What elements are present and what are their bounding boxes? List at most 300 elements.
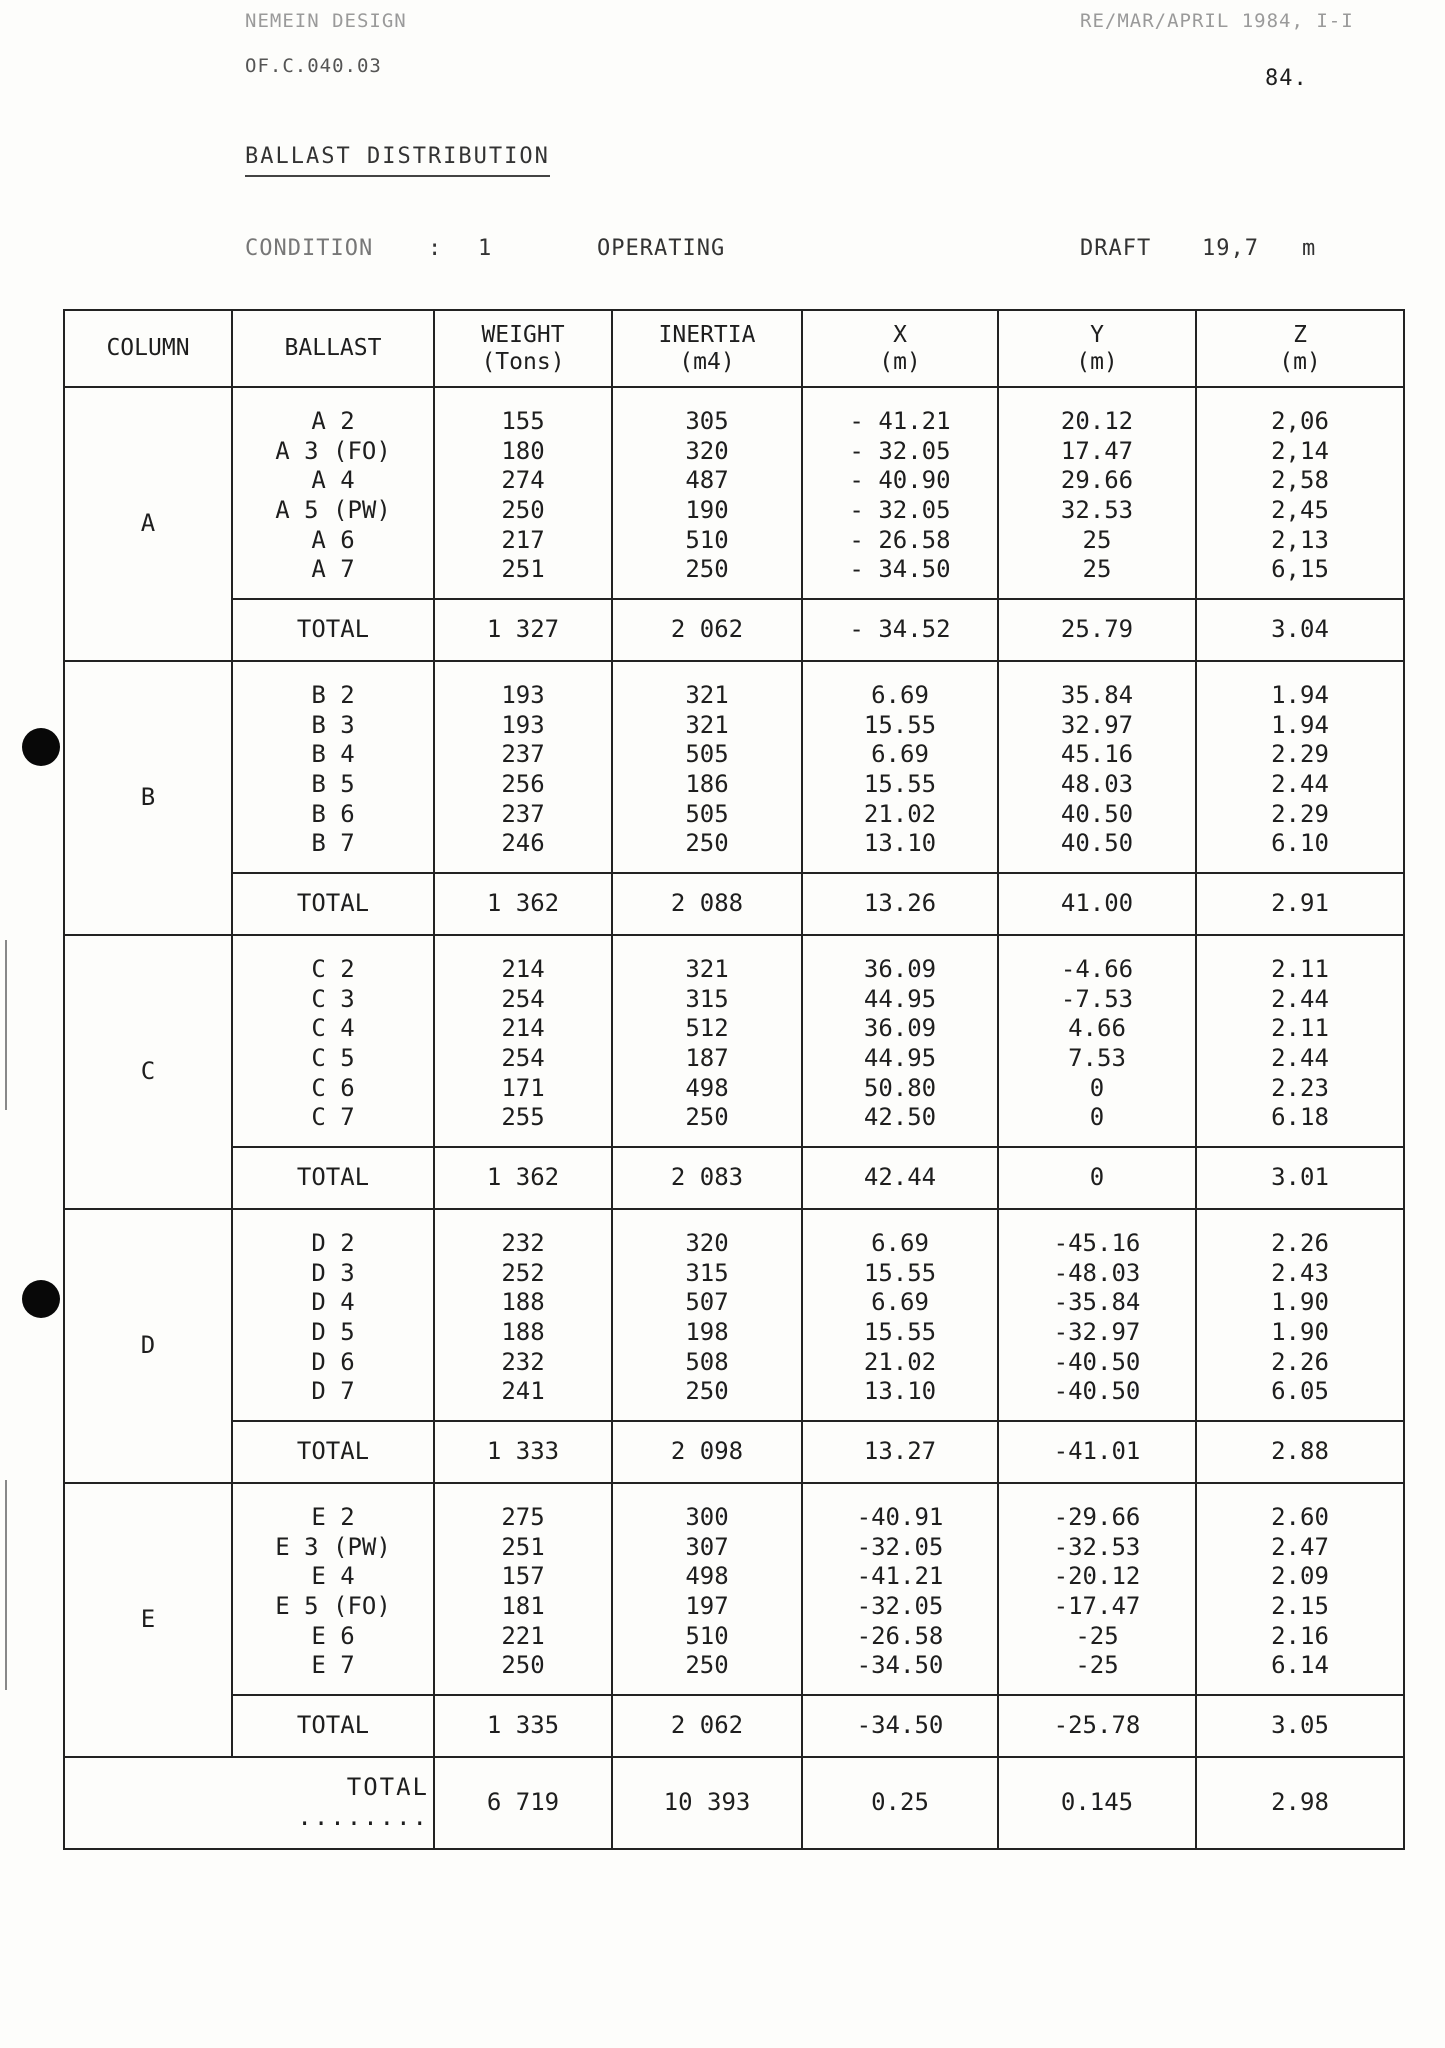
cell-line: 321 — [685, 955, 729, 984]
column-id-cell: A — [64, 387, 232, 661]
cell-line: C 5 — [311, 1044, 355, 1072]
cell-line: -26.58 — [856, 1621, 944, 1650]
ballast-values-cell — [232, 1209, 434, 1421]
column-header-column — [64, 310, 232, 387]
inertia-values-cell — [612, 661, 802, 873]
cell-line: 305 — [685, 407, 729, 436]
cell-line: - 40.90 — [849, 466, 951, 495]
cell-line: 15.55 — [863, 710, 937, 739]
column-header-inertia — [612, 310, 802, 387]
cell-line: 507 — [685, 1288, 729, 1317]
subtotal-label-cell: TOTAL — [232, 1421, 434, 1483]
cell-line: 1.94 — [1271, 710, 1329, 739]
grand-total-label: TOTAL ........ — [232, 1757, 434, 1849]
z-values-cell — [1196, 661, 1404, 873]
scan-edge-mark — [5, 1480, 7, 1690]
cell-line: INERTIA — [658, 321, 756, 348]
document-number: OF.C.040.03 — [245, 55, 382, 77]
subtotal-inertia-cell: 2 088 — [612, 873, 802, 935]
header-row — [64, 310, 1404, 387]
cell-line: 6.69 — [871, 1229, 929, 1258]
cell-line: -32.05 — [856, 1532, 944, 1561]
column-header-z — [1196, 310, 1404, 387]
subtotal-y-cell: -25.78 — [998, 1695, 1196, 1757]
cell-line: 35.84 — [1060, 681, 1134, 710]
cell-line: - 34.50 — [849, 555, 951, 584]
cell-line: -25 — [1075, 1651, 1119, 1680]
cell-line: C 6 — [311, 1073, 355, 1102]
inertia-values-cell — [612, 387, 802, 599]
ballast-values-cell — [232, 935, 434, 1147]
subtotal-inertia-cell: 2 098 — [612, 1421, 802, 1483]
cell-line: 40.50 — [1060, 799, 1134, 828]
ballast-distribution-table — [63, 309, 1405, 1850]
cell-line: 232 — [501, 1229, 545, 1258]
inertia-values-cell — [612, 1483, 802, 1695]
cell-line: 214 — [501, 955, 545, 984]
punch-hole — [22, 728, 60, 766]
subtotal-weight-cell: 1 327 — [434, 599, 612, 661]
grand-total-weight-cell: 6 719 — [434, 1757, 612, 1849]
cell-line: 252 — [501, 1258, 545, 1287]
cell-line: -40.50 — [1053, 1377, 1141, 1406]
grand-total-spacer — [64, 1757, 232, 1849]
ballast-values-cell — [232, 661, 434, 873]
page-title: BALLAST DISTRIBUTION — [245, 144, 550, 177]
cell-line: (Tons) — [481, 348, 565, 375]
z-values-cell — [1196, 935, 1404, 1147]
weight-values-cell — [434, 387, 612, 599]
x-values-cell — [802, 387, 998, 599]
document-date: RE/MAR/APRIL 1984, I-I — [1080, 10, 1354, 32]
subtotal-weight-cell: 1 333 — [434, 1421, 612, 1483]
cell-line: A 2 — [311, 407, 355, 436]
subtotal-label-cell: TOTAL — [232, 599, 434, 661]
z-values-cell — [1196, 1209, 1404, 1421]
cell-line: 214 — [501, 1014, 545, 1043]
cell-line: 250 — [685, 829, 729, 858]
cell-line: 15.55 — [863, 1258, 937, 1287]
weight-values-cell — [434, 935, 612, 1147]
cell-line: 275 — [501, 1503, 545, 1532]
subtotal-y-cell: 25.79 — [998, 599, 1196, 661]
cell-line: 6.69 — [871, 1288, 929, 1317]
cell-line: 254 — [501, 984, 545, 1013]
cell-line: (m) — [879, 348, 921, 375]
cell-line: B 2 — [311, 681, 355, 710]
cell-line: D 2 — [311, 1229, 355, 1258]
cell-line: 15.55 — [863, 770, 937, 798]
draft-label: DRAFT — [1080, 236, 1152, 261]
cell-line: E 5 (FO) — [275, 1592, 391, 1620]
cell-line: 0 — [1089, 1103, 1105, 1132]
cell-line: -45.16 — [1053, 1229, 1141, 1258]
cell-line: D 6 — [311, 1347, 355, 1376]
column-group-row — [64, 661, 1404, 873]
weight-values-cell — [434, 661, 612, 873]
cell-line: 157 — [501, 1562, 545, 1591]
cell-line: 505 — [685, 740, 729, 769]
condition-label: CONDITION — [245, 236, 374, 261]
cell-line: -29.66 — [1053, 1503, 1141, 1532]
cell-line: 1.94 — [1271, 681, 1329, 710]
cell-line: 320 — [685, 1229, 729, 1258]
cell-line: 487 — [685, 466, 729, 495]
cell-line: 36.09 — [863, 955, 937, 984]
subtotal-x-cell: 42.44 — [802, 1147, 998, 1209]
cell-line: WEIGHT — [481, 321, 565, 348]
cell-line: 221 — [501, 1621, 545, 1650]
cell-line: 188 — [501, 1288, 545, 1317]
cell-line: 250 — [685, 555, 729, 584]
cell-line: A 4 — [311, 466, 355, 495]
cell-line: 6.69 — [871, 681, 929, 710]
cell-line: -32.97 — [1053, 1318, 1141, 1346]
z-values-cell — [1196, 387, 1404, 599]
subtotal-x-cell: -34.50 — [802, 1695, 998, 1757]
cell-line: -25 — [1075, 1621, 1119, 1650]
cell-line: 17.47 — [1060, 436, 1134, 465]
cell-line: - 26.58 — [849, 525, 951, 554]
cell-line: (m4) — [679, 348, 735, 375]
cell-line: D 7 — [311, 1377, 355, 1406]
cell-line: 181 — [501, 1592, 545, 1620]
weight-values-cell — [434, 1209, 612, 1421]
cell-line: 6.14 — [1271, 1651, 1329, 1680]
cell-line: -35.84 — [1053, 1288, 1141, 1317]
cell-line: 320 — [685, 436, 729, 465]
column-header-y — [998, 310, 1196, 387]
cell-line: 25 — [1082, 555, 1112, 584]
column-header-weight — [434, 310, 612, 387]
cell-line: -7.53 — [1060, 984, 1134, 1013]
cell-line: A 3 (FO) — [275, 436, 391, 465]
cell-line: E 2 — [311, 1503, 355, 1532]
cell-line: 21.02 — [863, 1347, 937, 1376]
cell-line: A 6 — [311, 525, 355, 554]
cell-line: 254 — [501, 1044, 545, 1072]
cell-line: D 5 — [311, 1318, 355, 1346]
cell-line: 2,45 — [1271, 496, 1329, 524]
cell-line: 193 — [501, 710, 545, 739]
cell-line: C 3 — [311, 984, 355, 1013]
cell-line: -32.05 — [856, 1592, 944, 1620]
column-header-x — [802, 310, 998, 387]
cell-line: 315 — [685, 1258, 729, 1287]
cell-line: (m) — [1279, 348, 1321, 375]
cell-line: 171 — [501, 1073, 545, 1102]
document-reference: NEMEIN DESIGN — [245, 10, 407, 32]
cell-line: 1.90 — [1271, 1288, 1329, 1317]
draft-value: 19,7 — [1202, 236, 1259, 261]
cell-line: 32.97 — [1060, 710, 1134, 739]
cell-line: 321 — [685, 710, 729, 739]
scan-edge-mark — [5, 940, 7, 1110]
cell-line: C 4 — [311, 1014, 355, 1043]
grand-total-z-cell: 2.98 — [1196, 1757, 1404, 1849]
cell-line: 510 — [685, 525, 729, 554]
subtotal-row — [64, 599, 1404, 661]
cell-line: 250 — [685, 1651, 729, 1680]
subtotal-inertia-cell: 2 062 — [612, 1695, 802, 1757]
cell-line: -34.50 — [856, 1651, 944, 1680]
cell-line: 45.16 — [1060, 740, 1134, 769]
cell-line: 2.43 — [1271, 1258, 1329, 1287]
y-values-cell — [998, 661, 1196, 873]
cell-line: 193 — [501, 681, 545, 710]
subtotal-label-cell: TOTAL — [232, 873, 434, 935]
x-values-cell — [802, 1483, 998, 1695]
cell-line: 155 — [501, 407, 545, 436]
cell-line: 29.66 — [1060, 466, 1134, 495]
cell-line: 13.10 — [863, 829, 937, 858]
subtotal-label-cell: TOTAL — [232, 1147, 434, 1209]
cell-line: 2.60 — [1271, 1503, 1329, 1532]
cell-line: B 6 — [311, 799, 355, 828]
cell-line: 180 — [501, 436, 545, 465]
y-values-cell — [998, 1209, 1196, 1421]
subtotal-z-cell: 3.05 — [1196, 1695, 1404, 1757]
cell-line: 232 — [501, 1347, 545, 1376]
subtotal-z-cell: 3.04 — [1196, 599, 1404, 661]
subtotal-inertia-cell: 2 083 — [612, 1147, 802, 1209]
cell-line: - 32.05 — [849, 496, 951, 524]
cell-line: 2,13 — [1271, 525, 1329, 554]
subtotal-weight-cell: 1 362 — [434, 873, 612, 935]
column-header-ballast — [232, 310, 434, 387]
cell-line: 251 — [501, 555, 545, 584]
weight-values-cell — [434, 1483, 612, 1695]
cell-line: 6.69 — [871, 740, 929, 769]
y-values-cell — [998, 935, 1196, 1147]
cell-line: 274 — [501, 466, 545, 495]
cell-line: 48.03 — [1060, 770, 1134, 798]
y-values-cell — [998, 1483, 1196, 1695]
punch-hole — [22, 1280, 60, 1318]
cell-line: 508 — [685, 1347, 729, 1376]
subtotal-row — [64, 1695, 1404, 1757]
cell-line: X — [893, 321, 907, 348]
cell-line: 197 — [685, 1592, 729, 1620]
cell-line: 188 — [501, 1318, 545, 1346]
cell-line: - 41.21 — [849, 407, 951, 436]
cell-line: 498 — [685, 1562, 729, 1591]
cell-line: -41.21 — [856, 1562, 944, 1591]
cell-line: -17.47 — [1053, 1592, 1141, 1620]
cell-line: 2.26 — [1271, 1229, 1329, 1258]
cell-line: 198 — [685, 1318, 729, 1346]
cell-line: 40.50 — [1060, 829, 1134, 858]
cell-line: 190 — [685, 496, 729, 524]
cell-line: 2,58 — [1271, 466, 1329, 495]
cell-line: B 4 — [311, 740, 355, 769]
subtotal-z-cell: 2.88 — [1196, 1421, 1404, 1483]
cell-line: 250 — [501, 496, 545, 524]
cell-line: E 4 — [311, 1562, 355, 1591]
condition-colon: : — [428, 236, 443, 261]
cell-line: 6,15 — [1271, 555, 1329, 584]
cell-line: 2.26 — [1271, 1347, 1329, 1376]
cell-line: 251 — [501, 1532, 545, 1561]
cell-line: 2.16 — [1271, 1621, 1329, 1650]
cell-line: E 7 — [311, 1651, 355, 1680]
cell-line: 255 — [501, 1103, 545, 1132]
cell-line: B 3 — [311, 710, 355, 739]
cell-line: 4.66 — [1068, 1014, 1126, 1043]
cell-line: 2.44 — [1271, 984, 1329, 1013]
condition-value: 1 — [478, 236, 493, 261]
column-group-row — [64, 935, 1404, 1147]
cell-line: -48.03 — [1053, 1258, 1141, 1287]
cell-line: 237 — [501, 740, 545, 769]
subtotal-row — [64, 1147, 1404, 1209]
y-values-cell — [998, 387, 1196, 599]
cell-line: 2.09 — [1271, 1562, 1329, 1591]
subtotal-weight-cell: 1 362 — [434, 1147, 612, 1209]
x-values-cell — [802, 1209, 998, 1421]
ballast-values-cell — [232, 1483, 434, 1695]
cell-line: 6.05 — [1271, 1377, 1329, 1406]
grand-total-row — [64, 1757, 1404, 1849]
column-group-row — [64, 1209, 1404, 1421]
cell-line: D 4 — [311, 1288, 355, 1317]
cell-line: 2.29 — [1271, 740, 1329, 769]
cell-line: 217 — [501, 525, 545, 554]
cell-line: B 5 — [311, 770, 355, 798]
cell-line: 44.95 — [863, 984, 937, 1013]
subtotal-inertia-cell: 2 062 — [612, 599, 802, 661]
subtotal-x-cell: - 34.52 — [802, 599, 998, 661]
subtotal-label-cell: TOTAL — [232, 1695, 434, 1757]
cell-line: E 3 (PW) — [275, 1532, 391, 1561]
cell-line: 186 — [685, 770, 729, 798]
x-values-cell — [802, 661, 998, 873]
cell-line: A 7 — [311, 555, 355, 584]
cell-line: A 5 (PW) — [275, 496, 391, 524]
cell-line: 21.02 — [863, 799, 937, 828]
inertia-values-cell — [612, 1209, 802, 1421]
cell-line: -20.12 — [1053, 1562, 1141, 1591]
cell-line: BALLAST — [284, 335, 382, 361]
subtotal-z-cell: 2.91 — [1196, 873, 1404, 935]
x-values-cell — [802, 935, 998, 1147]
cell-line: 512 — [685, 1014, 729, 1043]
cell-line: - 32.05 — [849, 436, 951, 465]
subtotal-row — [64, 873, 1404, 935]
cell-line: 6.10 — [1271, 829, 1329, 858]
z-values-cell — [1196, 1483, 1404, 1695]
column-id-cell: E — [64, 1483, 232, 1757]
cell-line: 505 — [685, 799, 729, 828]
cell-line: 20.12 — [1060, 407, 1134, 436]
cell-line: C 7 — [311, 1103, 355, 1132]
cell-line: 256 — [501, 770, 545, 798]
cell-line: 36.09 — [863, 1014, 937, 1043]
cell-line: -32.53 — [1053, 1532, 1141, 1561]
cell-line: 32.53 — [1060, 496, 1134, 524]
cell-line: Y — [1090, 321, 1104, 348]
cell-line: Z — [1293, 321, 1307, 348]
draft-unit: m — [1302, 236, 1317, 261]
cell-line: C 2 — [311, 955, 355, 984]
cell-line: 237 — [501, 799, 545, 828]
cell-line: -40.91 — [856, 1503, 944, 1532]
cell-line: -4.66 — [1060, 955, 1134, 984]
cell-line: 7.53 — [1068, 1044, 1126, 1072]
page-number: 84. — [1265, 66, 1308, 91]
cell-line: 321 — [685, 681, 729, 710]
cell-line: 2.23 — [1271, 1073, 1329, 1102]
subtotal-y-cell: -41.01 — [998, 1421, 1196, 1483]
grand-total-inertia-cell: 10 393 — [612, 1757, 802, 1849]
cell-line: 2.44 — [1271, 770, 1329, 798]
subtotal-weight-cell: 1 335 — [434, 1695, 612, 1757]
cell-line: 2.11 — [1271, 1014, 1329, 1043]
grand-total-x-cell: 0.25 — [802, 1757, 998, 1849]
cell-line: (m) — [1076, 348, 1118, 375]
grand-total-y-cell: 0.145 — [998, 1757, 1196, 1849]
cell-line: 307 — [685, 1532, 729, 1561]
cell-line: 2,14 — [1271, 436, 1329, 465]
cell-line: 2.44 — [1271, 1044, 1329, 1072]
cell-line: 250 — [685, 1377, 729, 1406]
cell-line: 2.47 — [1271, 1532, 1329, 1561]
cell-line: 50.80 — [863, 1073, 937, 1102]
cell-line: 2.11 — [1271, 955, 1329, 984]
cell-line: 510 — [685, 1621, 729, 1650]
cell-line: 187 — [685, 1044, 729, 1072]
subtotal-row — [64, 1421, 1404, 1483]
cell-line: 2.29 — [1271, 799, 1329, 828]
cell-line: 44.95 — [863, 1044, 937, 1072]
subtotal-y-cell: 0 — [998, 1147, 1196, 1209]
subtotal-z-cell: 3.01 — [1196, 1147, 1404, 1209]
subtotal-y-cell: 41.00 — [998, 873, 1196, 935]
cell-line: 1.90 — [1271, 1318, 1329, 1346]
subtotal-x-cell: 13.26 — [802, 873, 998, 935]
cell-line: 300 — [685, 1503, 729, 1532]
cell-line: 246 — [501, 829, 545, 858]
cell-line: 250 — [685, 1103, 729, 1132]
cell-line: B 7 — [311, 829, 355, 858]
cell-line: D 3 — [311, 1258, 355, 1287]
cell-line: 315 — [685, 984, 729, 1013]
column-group-row — [64, 1483, 1404, 1695]
subtotal-x-cell: 13.27 — [802, 1421, 998, 1483]
cell-line: 42.50 — [863, 1103, 937, 1132]
cell-line: 241 — [501, 1377, 545, 1406]
ballast-values-cell — [232, 387, 434, 599]
cell-line: E 6 — [311, 1621, 355, 1650]
condition-state: OPERATING — [597, 236, 726, 261]
cell-line: 2,06 — [1271, 407, 1329, 436]
cell-line: 6.18 — [1271, 1103, 1329, 1132]
cell-line: COLUMN — [106, 335, 190, 361]
column-group-row — [64, 387, 1404, 599]
inertia-values-cell — [612, 935, 802, 1147]
cell-line: 498 — [685, 1073, 729, 1102]
cell-line: -40.50 — [1053, 1347, 1141, 1376]
cell-line: 250 — [501, 1651, 545, 1680]
cell-line: 25 — [1082, 525, 1112, 554]
cell-line: 13.10 — [863, 1377, 937, 1406]
column-id-cell: D — [64, 1209, 232, 1483]
cell-line: 15.55 — [863, 1318, 937, 1346]
cell-line: 2.15 — [1271, 1592, 1329, 1620]
column-id-cell: B — [64, 661, 232, 935]
cell-line: 0 — [1089, 1073, 1105, 1102]
column-id-cell: C — [64, 935, 232, 1209]
